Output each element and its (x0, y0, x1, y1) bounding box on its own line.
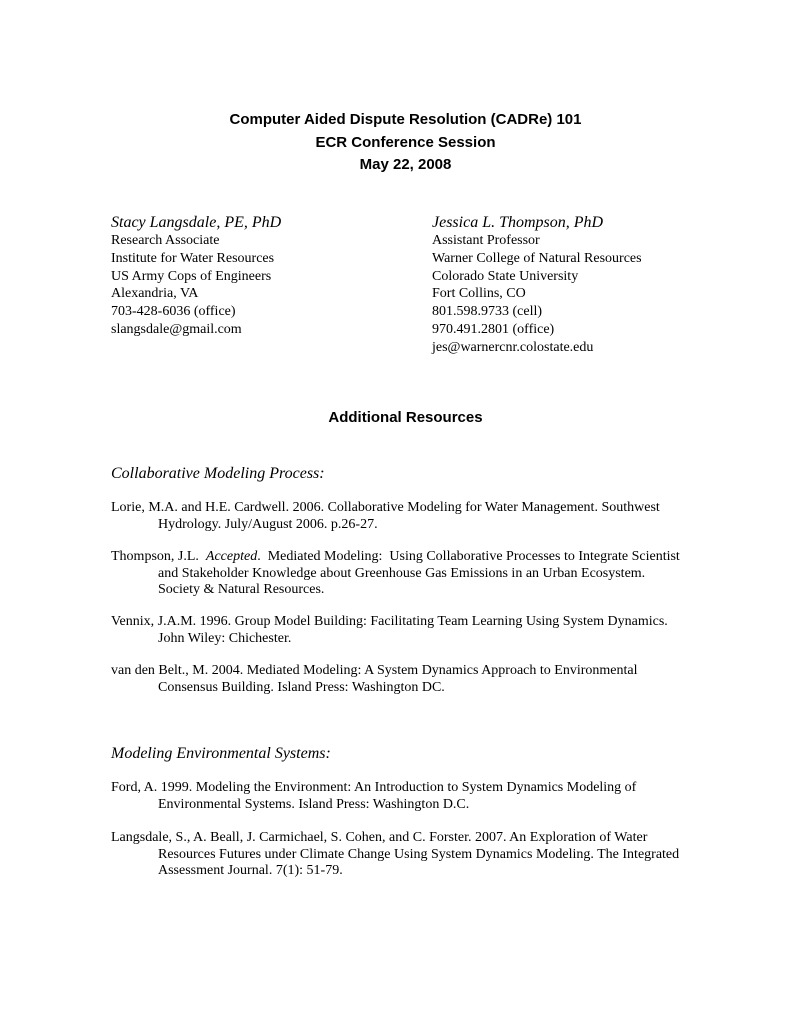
contact-name: Jessica L. Thompson, PhD (432, 214, 604, 231)
reference-continuation-line: Assessment Journal. 7(1): 51-79. (158, 863, 343, 878)
reference-continuation-line: Environmental Systems. Island Press: Washington D.C. (158, 796, 470, 812)
contact-email: jes@warnercnr.colostate.edu (432, 339, 594, 355)
reference-first-line: van den Belt., M. 2004. Mediated Modeling: A System Dynamics Approach to Environmental (111, 663, 638, 678)
contact-organization-2: US Army Cops of Engineers (111, 268, 272, 284)
title-line-1: Computer Aided Dispute Resolution (CADRe) 101 (229, 111, 582, 128)
contact-phone-office: 970.491.2801 (office) (432, 321, 555, 337)
reference-first-line: Vennix, J.A.M. 1996. Group Model Building: Facilitating Team Learning Using System Dynamics. (111, 614, 668, 629)
reference-continuation-line: Society & Natural Resources. (158, 582, 325, 597)
contact-phone-cell: 801.598.9733 (cell) (432, 304, 543, 320)
contact-location: Fort Collins, CO (432, 286, 526, 302)
reference-first-line (111, 549, 711, 566)
reference-first-line: Lorie, M.A. and H.E. Cardwell. 2006. Collaborative Modeling for Water Management. Southwest (111, 500, 660, 515)
reference-continuation-line: John Wiley: Chichester. (158, 630, 292, 646)
reference-status-text: Accepted (205, 549, 258, 564)
contact-organization: Institute for Water Resources (111, 250, 275, 266)
reference-continuation-line: Resources Futures under Climate Change Using System Dynamics Modeling. The Integrated (158, 846, 680, 862)
reference-entry (111, 830, 711, 880)
additional-resources-heading: Additional Resources (328, 409, 483, 426)
reference-entry (111, 500, 711, 533)
contact-name: Stacy Langsdale, PE, PhD (111, 214, 282, 231)
title-line-3: May 22, 2008 (359, 156, 452, 173)
contact-organization-2: Colorado State University (432, 268, 579, 284)
contact-location: Alexandria, VA (111, 286, 199, 302)
title-line-2: ECR Conference Session (315, 133, 496, 151)
reference-continuation-line: Consensus Building. Island Press: Washington DC. (158, 679, 445, 695)
reference-first-line: Langsdale, S., A. Beall, J. Carmichael, S. Cohen, and C. Forster. 2007. An Exploration of Water (111, 830, 648, 845)
contact-phone-office: 703-428-6036 (office) (111, 304, 236, 320)
contact-title: Assistant Professor (432, 233, 540, 248)
document-title (0, 109, 791, 177)
reference-entry (111, 663, 711, 696)
section-heading-collaborative-modeling: Collaborative Modeling Process: (111, 465, 325, 482)
reference-entry (111, 614, 711, 647)
contact-email: slangsdale@gmail.com (111, 321, 242, 337)
contact-organization: Warner College of Natural Resources (432, 250, 642, 266)
contact-title: Research Associate (111, 233, 220, 248)
contact-block-left (111, 213, 281, 339)
reference-continuation-line: Hydrology. July/August 2006. p.26-27. (158, 516, 378, 532)
reference-entry (111, 549, 711, 599)
contact-block-right (432, 213, 642, 357)
section-heading-modeling-environmental-systems: Modeling Environmental Systems: (111, 745, 331, 762)
reference-continuation-line: and Stakeholder Knowledge about Greenhouse Gas Emissions in an Urban Ecosystem. (158, 565, 646, 581)
reference-entry (111, 780, 711, 813)
reference-author-text: Thompson, J.L. (111, 549, 206, 564)
reference-first-line: Ford, A. 1999. Modeling the Environment: An Introduction to System Dynamics Modeling of (111, 780, 637, 795)
reference-title-text: . Mediated Modeling: Using Collaborative Processes to Integrate Scientist (257, 549, 680, 564)
